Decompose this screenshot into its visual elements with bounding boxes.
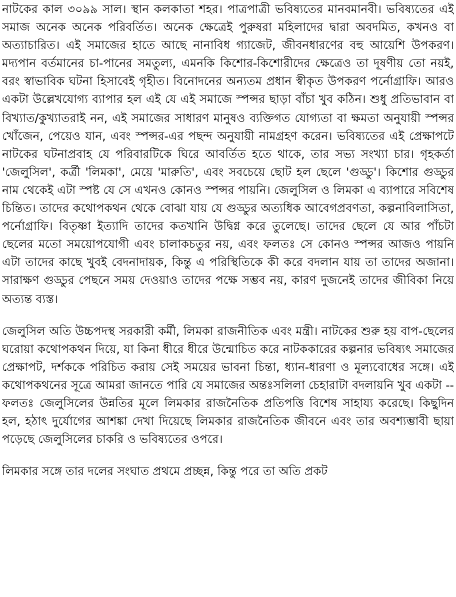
document-page [2,0,454,597]
paragraph-intro: নাটকের কাল ৩০৯৯ সাল। স্থান কলকাতা শহর। পাত্রপাত্রী ভবিষ্যতের মানবমানবী। ভবিষ্যতের এই সমাজ অনেক অনেক পরিবর্তিত। অনেক ক্ষেত্রেই পুরুষরা মহিলাদের দ্বারা অবদমিত, কখনও বা অত্যাচারিত। এই সমাজের হাতে আছে নানাবিধ গ্যাজেট, জীবনধারণের বহু আয়েশি উপকরণ। মদ্যপান বর্তমানের চা-পানের সমতুল্য, এমনকি কিশোর-কিশোরীদের ক্ষেত্রেও তা দূষণীয় তো নয়ই, বরং স্বাভাবিক ঘটনা হিসাবেই গৃহীত। বিনোদনের অন্যতম প্রধান স্বীকৃত উপকরণ পর্নোগ্রাফি। আরও একটা উল্লেখযোগ্য ব্যাপার হল এই যে এই সমাজে স্পন্সর ছাড়া বাঁচা খুব কঠিন। শুধু প্রতিভাবান বা বিখ্যাত/কুখ্যাতরাই নন, এই সমাজের সাধারণ মানুষও ব্যক্তিগত যোগ্যতা বা ক্ষমতা অনুযায়ী স্পন্সর খোঁজেন, পেয়েও যান, এবং স্পন্সর-এর পছন্দ অনুযায়ী নামগ্রহণ করেন। ভবিষ্যতের এই প্রেক্ষাপটে নাটকের ঘটনাপ্রবাহ যে পরিবারটিকে ঘিরে আবর্তিত হতে থাকে, তার সভ্য সংখ্যা চার। গৃহকর্তা 'জেলুসিল', কর্ত্রী 'লিমকা', মেয়ে 'মারুতি', এবং সবচেয়ে ছোট হল ছেলে 'গুড্ডু'। কিশোর গুড্ডুর নাম থেকেই এটা স্পষ্ট যে সে এখনও কোনও স্পন্সর পায়নি। জেলুসিল ও লিমকা এ ব্যাপারে সবিশেষ চিন্তিত। তাদের কথোপকথন থেকে বোঝা যায় যে গুড্ডুর অত্যধিক আবেগপ্রবণতা, কল্পনাবিলাসিতা, পর্নোগ্রাফি। বিতৃষ্ণা ইত্যাদি তাদের কতখানি উদ্বিগ্ন করে তুলেছে। তাদের ছেলে যে আর পাঁচটা ছেলের মতো সময়োপযোগী এবং চালাকচতুর নয়, এবং ফলতঃ সে কোনও স্পন্সর আজও পায়নি এটা তাদের কাছে খুবই বেদনাদায়ক, কিন্তু এ পরিস্থিতিকে কী করে বদলান যায় তা তাদের অজানা। সারাক্ষণ গুড্ডুর পেছনে সময় দেওয়াও তাদের পক্ষে সম্ভব নয়, কারণ দুজনেই তাদের জীবিকা নিয়ে অত্যন্ত ব্যস্ত। [2,2,454,306]
paragraph-conflict: লিমকার সঙ্গে তার দলের সংঘাত প্রথমে প্রচ্ছন্ন, কিন্তু পরে তা অতি প্রকট [2,464,328,479]
paragraph-characters: জেলুসিল অতি উচ্চপদস্থ সরকারী কর্মী, লিমকা রাজনীতিক এবং মন্ত্রী। নাটকের শুরু হয় বাপ-ছেলের ঘরোয়া কথোপকথন দিয়ে, যা কিনা ধীরে ধীরে উন্মোচিত করে নাটককারের কল্পনার ভবিষ্যৎ সমাজের প্রেক্ষাপট, দর্শককে পরিচিত করায় সেই সময়ের ভাবনা চিন্তা, ধ্যান-ধারণা ও মূল্যবোধের সঙ্গে। এই কথোপকথনের সূত্রে আমরা জানতে পারি যে সমাজের অন্তঃসলিলা চেহারাটা বদলায়নি খুব একটা -- ফলতঃ জেলুসিলের উন্নতির মূলে লিমকার রাজনৈতিক প্রতিপত্তি বিশেষ সাহায্য করেছে। কিছুদিন হল, হঠাৎ দুর্যোগের আশঙ্কা দেখা দিয়েছে লিমকার রাজনৈতিক জীবনে এবং তার অবশ্যম্ভাবী ছায়া পড়েছে জেলুসিলের চাকরি ও ভবিষ্যতের ওপরে। [2,323,454,447]
